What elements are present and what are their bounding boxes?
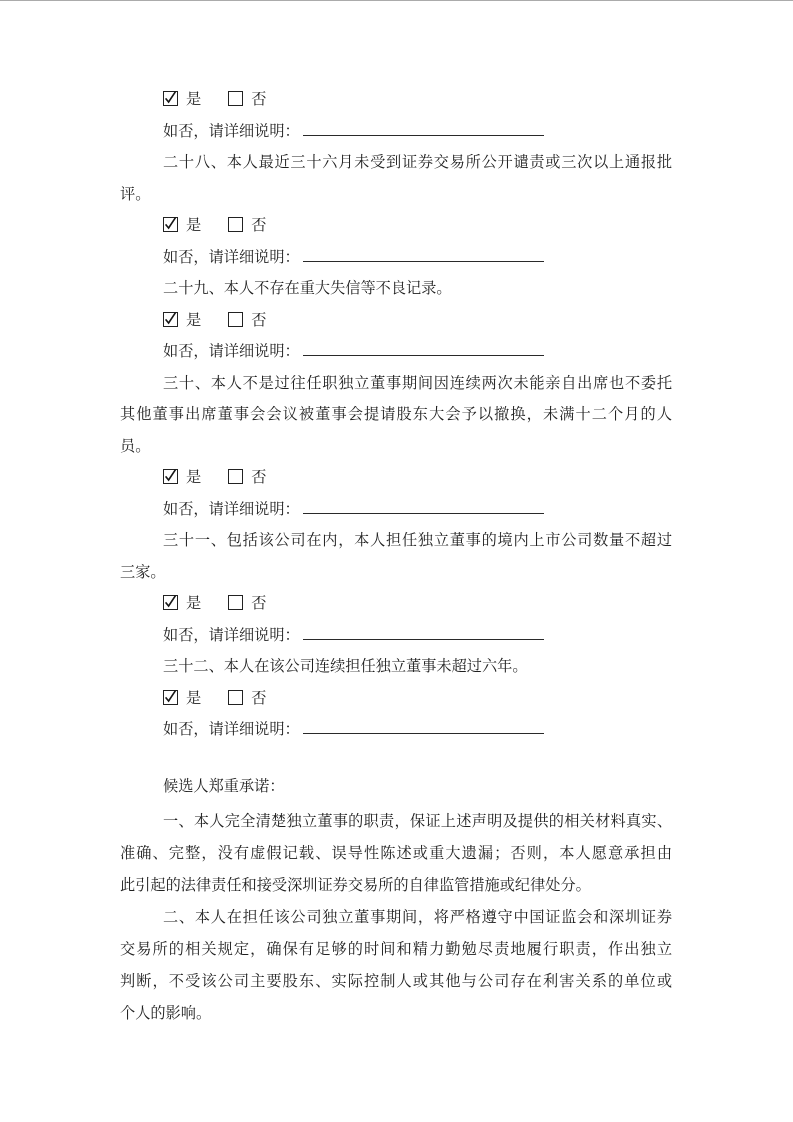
checkbox-no-unchecked[interactable] — [228, 595, 243, 610]
explain-row — [120, 242, 672, 274]
explain-blank-field[interactable] — [303, 499, 544, 514]
section-gap — [120, 746, 672, 771]
statement-line: 二十九、本人不存在重大失信等不良记录。 — [163, 280, 452, 297]
checkbox-yes-label: 是 — [186, 469, 202, 486]
statement-line: 三十一、包括该公司在内，本人担任独立董事的境内上市公司数量不超过 — [163, 532, 672, 549]
explain-blank-field[interactable] — [303, 121, 544, 136]
commitment-section — [120, 771, 672, 1030]
check-icon — [164, 92, 176, 104]
checkbox-no-unchecked[interactable] — [228, 690, 243, 705]
answer-row — [120, 462, 672, 494]
commitment-heading: 候选人郑重承诺： — [163, 777, 285, 795]
explain-blank-field[interactable] — [303, 247, 544, 262]
commitment-line: 二、本人在担任该公司独立董事期间，将严格遵守中国证监会和深圳证券 — [163, 908, 672, 926]
item-continued — [120, 84, 672, 147]
checkbox-yes-checked[interactable] — [163, 91, 178, 106]
explain-blank-field[interactable] — [303, 625, 544, 640]
statement-line: 员。 — [120, 437, 151, 455]
checkbox-yes-label: 是 — [186, 689, 202, 707]
explain-row — [120, 494, 672, 526]
explain-prompt: 如否，请详细说明： — [163, 122, 300, 140]
item-32 — [120, 651, 672, 746]
checkbox-yes-checked[interactable] — [163, 217, 178, 232]
answer-row — [120, 683, 672, 715]
checkbox-no-label: 否 — [251, 91, 267, 108]
explain-blank-field[interactable] — [303, 719, 544, 734]
check-icon — [164, 470, 176, 482]
explain-row — [120, 336, 672, 368]
explain-row — [120, 620, 672, 652]
check-icon — [164, 218, 176, 230]
checkbox-no-label: 否 — [251, 689, 267, 707]
explain-blank-field[interactable] — [303, 341, 544, 356]
statement-line: 其他董事出席董事会会议被董事会提请股东大会予以撤换，未满十二个月的人 — [120, 406, 672, 423]
declaration-items — [120, 84, 672, 746]
checkbox-no-label: 否 — [251, 595, 267, 612]
explain-prompt: 如否，请详细说明： — [163, 721, 300, 738]
checkbox-yes-label: 是 — [186, 311, 202, 329]
item-28 — [120, 147, 672, 273]
checkbox-yes-label: 是 — [186, 91, 202, 108]
checkbox-no-unchecked[interactable] — [228, 217, 243, 232]
explain-prompt: 如否，请详细说明： — [163, 626, 300, 644]
document-page — [120, 84, 672, 1030]
checkbox-no-label: 否 — [251, 311, 267, 329]
commitment-line: 此引起的法律责任和接受深圳证券交易所的自律监管措施或纪律处分。 — [120, 876, 591, 894]
checkbox-yes-checked[interactable] — [163, 595, 178, 610]
explain-prompt: 如否，请详细说明： — [163, 500, 300, 518]
item-29 — [120, 273, 672, 368]
answer-row — [120, 588, 672, 620]
checkbox-no-label: 否 — [251, 217, 267, 234]
checkbox-no-unchecked[interactable] — [228, 312, 243, 327]
checkbox-yes-checked[interactable] — [163, 690, 178, 705]
statement-line: 三家。 — [120, 563, 166, 581]
answer-row — [120, 305, 672, 337]
answer-row — [120, 210, 672, 242]
checkbox-yes-checked[interactable] — [163, 469, 178, 484]
statement-line: 三十二、本人在该公司连续担任独立董事未超过六年。 — [163, 658, 528, 675]
checkbox-no-unchecked[interactable] — [228, 469, 243, 484]
item-30 — [120, 368, 672, 526]
commitment-line: 一、本人完全清楚独立董事的职责，保证上述声明及提供的相关材料真实、 — [163, 812, 672, 830]
explain-prompt: 如否，请详细说明： — [163, 248, 300, 266]
page-top-edge-line — [0, 0, 793, 1]
explain-prompt: 如否，请详细说明： — [163, 343, 300, 360]
commitment-paragraph-2 — [120, 902, 672, 1030]
commitment-line: 判断，不受该公司主要股东、实际控制人或其他与公司存在利害关系的单位或 — [120, 972, 672, 990]
checkbox-yes-label: 是 — [186, 217, 202, 234]
explain-row — [120, 116, 672, 148]
explain-row — [120, 714, 672, 746]
checkbox-yes-label: 是 — [186, 595, 202, 612]
commitment-line: 交易所的相关规定，确保有足够的时间和精力勤勉尽责地履行职责，作出独立 — [120, 940, 672, 958]
checkbox-no-unchecked[interactable] — [228, 91, 243, 106]
check-icon — [164, 313, 176, 325]
statement-line: 二十八、本人最近三十六月未受到证券交易所公开谴责或三次以上通报批 — [163, 154, 672, 171]
item-31 — [120, 525, 672, 651]
check-icon — [164, 691, 176, 703]
checkbox-no-label: 否 — [251, 469, 267, 486]
commitment-line: 准确、完整，没有虚假记载、误导性陈述或重大遗漏；否则，本人愿意承担由 — [120, 844, 672, 862]
commitment-line: 个人的影响。 — [120, 1004, 212, 1022]
answer-row — [120, 84, 672, 116]
statement-line: 三十、本人不是过往任职独立董事期间因连续两次未能亲自出席也不委托 — [163, 374, 672, 392]
checkbox-yes-checked[interactable] — [163, 312, 178, 327]
check-icon — [164, 596, 176, 608]
statement-line: 评。 — [120, 185, 151, 203]
commitment-paragraph-1 — [120, 806, 672, 902]
